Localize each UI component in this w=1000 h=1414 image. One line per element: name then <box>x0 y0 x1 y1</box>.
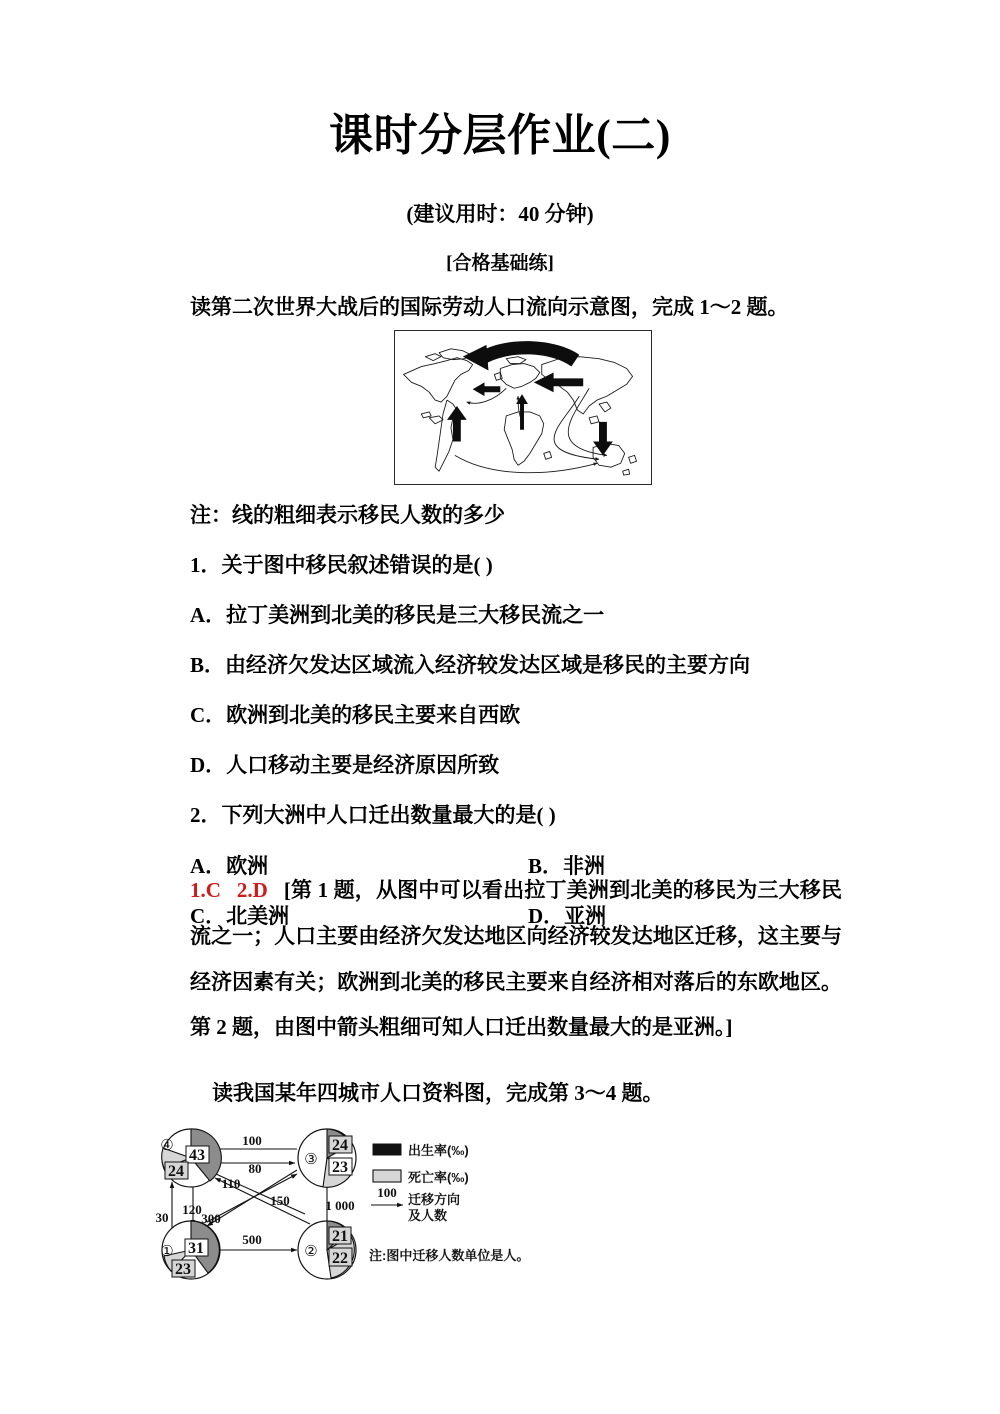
question-1-option-c[interactable]: C．欧洲到北美的移民主要来自西欧 <box>190 703 521 727</box>
svg-text:23: 23 <box>332 1159 348 1176</box>
page-title: 课时分层作业(二) <box>329 111 671 160</box>
answer-key-2: 2.D <box>236 878 268 902</box>
passage2-lead: 读我国某年四城市人口资料图，完成第 3～4 题。 <box>212 1081 664 1105</box>
answer-explanation-block <box>190 868 842 1051</box>
question-2-option-a[interactable]: A．欧洲 <box>190 854 269 878</box>
svg-text:④: ④ <box>160 1138 174 1154</box>
city-population-diagram <box>145 1126 535 1298</box>
question-1-stem: 1．关于图中移民叙述错误的是( ) <box>190 553 493 577</box>
question-2-option-d[interactable]: D．亚洲 <box>528 904 607 928</box>
svg-text:22: 22 <box>332 1250 348 1267</box>
legend-flow-label-2: 及人数 <box>408 1208 448 1223</box>
svg-text:①: ① <box>160 1244 174 1260</box>
flow-label-150: 150 <box>270 1193 290 1208</box>
svg-text:23: 23 <box>175 1261 191 1278</box>
answer-key-1: 1.C <box>190 878 221 902</box>
city-pie-2 <box>298 1221 356 1279</box>
flow-label-300: 300 <box>201 1211 221 1226</box>
passage1-lead: 读第二次世界大战后的国际劳动人口流向示意图，完成 1～2 题。 <box>190 295 789 319</box>
svg-text:31: 31 <box>188 1240 204 1257</box>
map-note: 注：线的粗细表示移民人数的多少 <box>190 503 505 527</box>
svg-text:43: 43 <box>189 1147 205 1164</box>
answer-explanation-text: [第 1 题，从图中可以看出拉丁美洲到北美的移民为三大移民流之一；人口主要由经济欠发达地区向经济较发达地区迁移，这主要与经济因素有关；欧洲到北美的移民主要来自经济相对落后的东欧地区。第 2 题，由图中箭头粗细可知人口迁出数量最大的是亚洲。] <box>190 878 842 1040</box>
diagram-note: 注:图中迁移人数单位是人。 <box>369 1248 530 1263</box>
question-2-option-b[interactable]: B．非洲 <box>528 854 606 878</box>
legend-flow-value: 100 <box>377 1185 397 1200</box>
legend-birth-label: 出生率(‰) <box>408 1143 469 1158</box>
flow-label-120: 120 <box>182 1202 202 1217</box>
flow-label-80: 80 <box>248 1161 262 1176</box>
city-pie-3 <box>298 1129 356 1187</box>
question-1-option-b[interactable]: B．由经济欠发达区域流入经济较发达区域是移民的主要方向 <box>190 653 751 677</box>
flow-label-110: 110 <box>221 1176 241 1191</box>
legend-flow-label-1: 迁移方向 <box>408 1192 461 1207</box>
flow-label-30: 30 <box>155 1210 169 1225</box>
city-pie-1 <box>160 1221 220 1279</box>
flow-label-500: 500 <box>242 1232 262 1247</box>
flow-label-100: 100 <box>242 1133 262 1148</box>
section-tag: [合格基础练] <box>446 253 554 274</box>
question-1-option-a[interactable]: A．拉丁美洲到北美的移民是三大移民流之一 <box>190 603 605 627</box>
suggested-time: (建议用时：40 分钟) <box>406 202 594 226</box>
svg-text:③: ③ <box>304 1152 318 1168</box>
diagram-legend <box>369 1143 529 1263</box>
flow-label-1000: 1 000 <box>325 1198 355 1213</box>
question-1-option-d[interactable]: D．人口移动主要是经济原因所致 <box>190 753 500 777</box>
legend-death-label: 死亡率(‰) <box>408 1170 469 1185</box>
world-migration-map <box>394 330 652 485</box>
question-2-option-c[interactable]: C．北美洲 <box>190 904 290 928</box>
question-2-stem: 2．下列大洲中人口迁出数量最大的是( ) <box>190 803 556 827</box>
svg-text:24: 24 <box>168 1163 184 1180</box>
svg-text:②: ② <box>304 1244 318 1260</box>
city-pie-4 <box>160 1129 221 1187</box>
svg-text:21: 21 <box>332 1228 348 1245</box>
svg-text:24: 24 <box>332 1137 348 1154</box>
